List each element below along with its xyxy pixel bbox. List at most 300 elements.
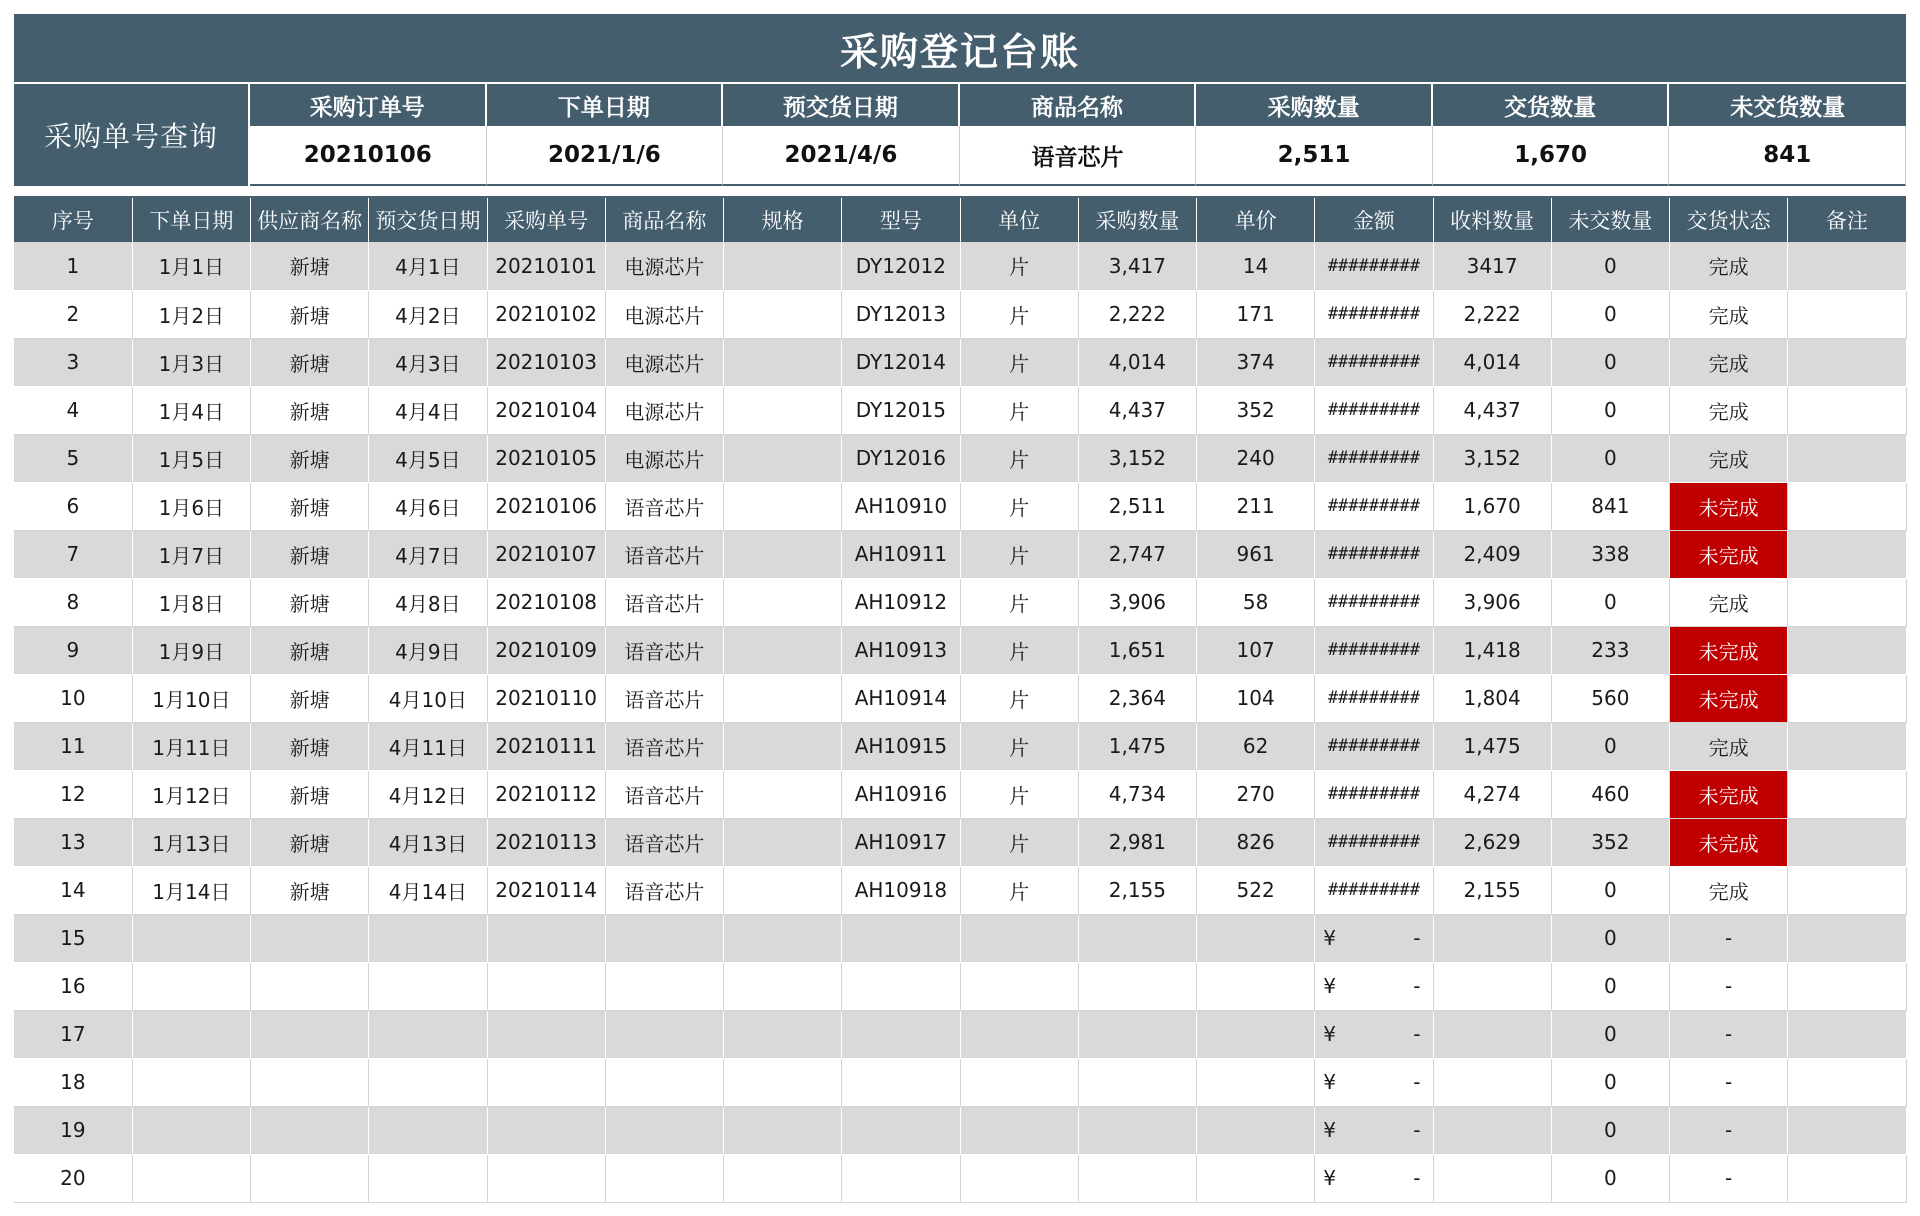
model-cell[interactable] <box>842 1106 960 1154</box>
order-date-cell[interactable]: 1月6日 <box>132 482 250 530</box>
order-date-cell[interactable]: 1月4日 <box>132 386 250 434</box>
product-cell[interactable]: 语音芯片 <box>605 866 723 914</box>
qty-cell[interactable]: 2,222 <box>1078 290 1196 338</box>
order-no-cell[interactable] <box>487 914 605 962</box>
order-date-cell[interactable]: 1月10日 <box>132 674 250 722</box>
due-date-cell[interactable] <box>369 1058 487 1106</box>
table-row[interactable] <box>14 530 1906 578</box>
price-cell[interactable]: 374 <box>1197 338 1315 386</box>
product-cell[interactable]: 语音芯片 <box>605 770 723 818</box>
supplier-cell[interactable] <box>251 1154 369 1202</box>
price-cell[interactable]: 14 <box>1197 242 1315 290</box>
pending-cell[interactable]: 0 <box>1551 1058 1669 1106</box>
model-cell[interactable]: AH10912 <box>842 578 960 626</box>
table-row[interactable] <box>14 242 1906 290</box>
unit-cell[interactable]: 片 <box>960 626 1078 674</box>
order-date-cell[interactable] <box>132 1058 250 1106</box>
row-number[interactable]: 4 <box>14 386 132 434</box>
row-number[interactable]: 11 <box>14 722 132 770</box>
order-date-cell[interactable]: 1月14日 <box>132 866 250 914</box>
order-no-cell[interactable]: 20210108 <box>487 578 605 626</box>
pending-cell[interactable]: 0 <box>1551 290 1669 338</box>
note-cell[interactable] <box>1788 866 1906 914</box>
table-row[interactable] <box>14 578 1906 626</box>
price-cell[interactable] <box>1197 914 1315 962</box>
supplier-cell[interactable]: 新塘 <box>251 338 369 386</box>
note-cell[interactable] <box>1788 290 1906 338</box>
note-cell[interactable] <box>1788 434 1906 482</box>
spec-cell[interactable] <box>724 1154 842 1202</box>
order-no-cell[interactable] <box>487 1010 605 1058</box>
qty-cell[interactable]: 2,981 <box>1078 818 1196 866</box>
price-cell[interactable]: 961 <box>1197 530 1315 578</box>
qty-cell[interactable]: 2,511 <box>1078 482 1196 530</box>
amount-cell[interactable] <box>1315 770 1433 818</box>
table-row[interactable] <box>14 1154 1906 1202</box>
column-header[interactable]: 金额 <box>1315 198 1433 242</box>
amount-cell[interactable] <box>1315 482 1433 530</box>
order-date-cell[interactable]: 1月5日 <box>132 434 250 482</box>
amount-cell[interactable] <box>1315 626 1433 674</box>
due-date-cell[interactable]: 4月8日 <box>369 578 487 626</box>
spec-cell[interactable] <box>724 386 842 434</box>
product-cell[interactable]: 电源芯片 <box>605 338 723 386</box>
order-date-cell[interactable]: 1月9日 <box>132 626 250 674</box>
received-cell[interactable]: 2,222 <box>1433 290 1551 338</box>
price-cell[interactable] <box>1197 1010 1315 1058</box>
pending-cell[interactable]: 841 <box>1551 482 1669 530</box>
received-cell[interactable] <box>1433 1154 1551 1202</box>
unit-cell[interactable]: 片 <box>960 242 1078 290</box>
order-no-cell[interactable]: 20210101 <box>487 242 605 290</box>
status-cell[interactable]: 未完成 <box>1670 674 1788 722</box>
pending-cell[interactable]: 0 <box>1551 866 1669 914</box>
column-header[interactable]: 交货状态 <box>1670 198 1788 242</box>
query-order-no-input[interactable]: 20210106 <box>250 126 487 186</box>
status-cell[interactable]: 完成 <box>1670 722 1788 770</box>
qty-cell[interactable]: 3,152 <box>1078 434 1196 482</box>
order-no-cell[interactable]: 20210106 <box>487 482 605 530</box>
qty-cell[interactable] <box>1078 1058 1196 1106</box>
unit-cell[interactable] <box>960 1058 1078 1106</box>
spec-cell[interactable] <box>724 290 842 338</box>
model-cell[interactable]: DY12012 <box>842 242 960 290</box>
status-cell[interactable]: - <box>1670 1058 1788 1106</box>
order-no-cell[interactable]: 20210111 <box>487 722 605 770</box>
row-number[interactable]: 16 <box>14 962 132 1010</box>
supplier-cell[interactable] <box>251 1106 369 1154</box>
product-cell[interactable]: 语音芯片 <box>605 722 723 770</box>
received-cell[interactable]: 2,629 <box>1433 818 1551 866</box>
order-no-cell[interactable]: 20210103 <box>487 338 605 386</box>
order-date-cell[interactable] <box>132 962 250 1010</box>
column-header[interactable]: 规格 <box>724 198 842 242</box>
status-cell[interactable]: - <box>1670 962 1788 1010</box>
order-date-cell[interactable] <box>132 1010 250 1058</box>
note-cell[interactable] <box>1788 626 1906 674</box>
price-cell[interactable]: 522 <box>1197 866 1315 914</box>
note-cell[interactable] <box>1788 818 1906 866</box>
received-cell[interactable]: 4,274 <box>1433 770 1551 818</box>
order-date-cell[interactable]: 1月11日 <box>132 722 250 770</box>
amount-cell[interactable] <box>1315 1010 1433 1058</box>
product-cell[interactable] <box>605 962 723 1010</box>
model-cell[interactable]: AH10910 <box>842 482 960 530</box>
price-cell[interactable]: 211 <box>1197 482 1315 530</box>
due-date-cell[interactable]: 4月3日 <box>369 338 487 386</box>
due-date-cell[interactable] <box>369 1010 487 1058</box>
order-date-cell[interactable]: 1月2日 <box>132 290 250 338</box>
unit-cell[interactable]: 片 <box>960 482 1078 530</box>
order-no-cell[interactable]: 20210102 <box>487 290 605 338</box>
status-cell[interactable]: 未完成 <box>1670 482 1788 530</box>
supplier-cell[interactable]: 新塘 <box>251 722 369 770</box>
model-cell[interactable]: AH10913 <box>842 626 960 674</box>
row-number[interactable]: 3 <box>14 338 132 386</box>
model-cell[interactable]: AH10918 <box>842 866 960 914</box>
price-cell[interactable]: 104 <box>1197 674 1315 722</box>
due-date-cell[interactable]: 4月1日 <box>369 242 487 290</box>
product-cell[interactable]: 电源芯片 <box>605 386 723 434</box>
spec-cell[interactable] <box>724 722 842 770</box>
order-no-cell[interactable]: 20210110 <box>487 674 605 722</box>
order-date-cell[interactable]: 1月7日 <box>132 530 250 578</box>
due-date-cell[interactable]: 4月4日 <box>369 386 487 434</box>
amount-cell[interactable] <box>1315 722 1433 770</box>
qty-cell[interactable]: 1,475 <box>1078 722 1196 770</box>
amount-cell[interactable] <box>1315 578 1433 626</box>
order-date-cell[interactable]: 1月8日 <box>132 578 250 626</box>
spec-cell[interactable] <box>724 338 842 386</box>
row-number[interactable]: 15 <box>14 914 132 962</box>
received-cell[interactable]: 3417 <box>1433 242 1551 290</box>
row-number[interactable]: 9 <box>14 626 132 674</box>
due-date-cell[interactable]: 4月12日 <box>369 770 487 818</box>
unit-cell[interactable]: 片 <box>960 578 1078 626</box>
pending-cell[interactable]: 0 <box>1551 578 1669 626</box>
received-cell[interactable]: 3,152 <box>1433 434 1551 482</box>
spec-cell[interactable] <box>724 674 842 722</box>
order-date-cell[interactable] <box>132 1154 250 1202</box>
row-number[interactable]: 19 <box>14 1106 132 1154</box>
product-cell[interactable]: 语音芯片 <box>605 578 723 626</box>
amount-cell[interactable] <box>1315 962 1433 1010</box>
model-cell[interactable]: DY12013 <box>842 290 960 338</box>
unit-cell[interactable]: 片 <box>960 818 1078 866</box>
note-cell[interactable] <box>1788 674 1906 722</box>
supplier-cell[interactable]: 新塘 <box>251 386 369 434</box>
column-header[interactable]: 单价 <box>1197 198 1315 242</box>
order-no-cell[interactable]: 20210109 <box>487 626 605 674</box>
due-date-cell[interactable] <box>369 1106 487 1154</box>
supplier-cell[interactable] <box>251 1010 369 1058</box>
amount-cell[interactable] <box>1315 338 1433 386</box>
status-cell[interactable]: - <box>1670 1106 1788 1154</box>
table-row[interactable] <box>14 866 1906 914</box>
qty-cell[interactable]: 2,155 <box>1078 866 1196 914</box>
pending-cell[interactable]: 560 <box>1551 674 1669 722</box>
order-date-cell[interactable]: 1月1日 <box>132 242 250 290</box>
product-cell[interactable]: 语音芯片 <box>605 626 723 674</box>
note-cell[interactable] <box>1788 722 1906 770</box>
qty-cell[interactable]: 4,437 <box>1078 386 1196 434</box>
due-date-cell[interactable] <box>369 914 487 962</box>
price-cell[interactable] <box>1197 1106 1315 1154</box>
qty-cell[interactable]: 3,906 <box>1078 578 1196 626</box>
column-header[interactable]: 备注 <box>1788 198 1906 242</box>
unit-cell[interactable]: 片 <box>960 434 1078 482</box>
order-date-cell[interactable]: 1月12日 <box>132 770 250 818</box>
row-number[interactable]: 14 <box>14 866 132 914</box>
supplier-cell[interactable]: 新塘 <box>251 242 369 290</box>
table-row[interactable] <box>14 290 1906 338</box>
unit-cell[interactable]: 片 <box>960 530 1078 578</box>
supplier-cell[interactable]: 新塘 <box>251 626 369 674</box>
supplier-cell[interactable]: 新塘 <box>251 674 369 722</box>
order-no-cell[interactable] <box>487 1058 605 1106</box>
pending-cell[interactable]: 0 <box>1551 386 1669 434</box>
model-cell[interactable]: DY12014 <box>842 338 960 386</box>
column-header[interactable]: 采购数量 <box>1078 198 1196 242</box>
price-cell[interactable]: 270 <box>1197 770 1315 818</box>
price-cell[interactable] <box>1197 1058 1315 1106</box>
received-cell[interactable]: 1,804 <box>1433 674 1551 722</box>
row-number[interactable]: 10 <box>14 674 132 722</box>
status-cell[interactable]: 完成 <box>1670 242 1788 290</box>
row-number[interactable]: 20 <box>14 1154 132 1202</box>
pending-cell[interactable]: 0 <box>1551 338 1669 386</box>
table-row[interactable] <box>14 626 1906 674</box>
amount-cell[interactable] <box>1315 1154 1433 1202</box>
due-date-cell[interactable]: 4月10日 <box>369 674 487 722</box>
qty-cell[interactable] <box>1078 1010 1196 1058</box>
table-row[interactable] <box>14 914 1906 962</box>
qty-cell[interactable] <box>1078 962 1196 1010</box>
amount-cell[interactable] <box>1315 914 1433 962</box>
row-number[interactable]: 13 <box>14 818 132 866</box>
order-no-cell[interactable] <box>487 1106 605 1154</box>
table-row[interactable] <box>14 770 1906 818</box>
pending-cell[interactable]: 0 <box>1551 1154 1669 1202</box>
column-header[interactable]: 未交数量 <box>1551 198 1669 242</box>
column-header[interactable]: 采购单号 <box>487 198 605 242</box>
received-cell[interactable] <box>1433 914 1551 962</box>
row-number[interactable]: 8 <box>14 578 132 626</box>
amount-cell[interactable] <box>1315 386 1433 434</box>
table-row[interactable] <box>14 1010 1906 1058</box>
pending-cell[interactable]: 460 <box>1551 770 1669 818</box>
note-cell[interactable] <box>1788 1154 1906 1202</box>
note-cell[interactable] <box>1788 338 1906 386</box>
supplier-cell[interactable]: 新塘 <box>251 770 369 818</box>
note-cell[interactable] <box>1788 962 1906 1010</box>
pending-cell[interactable]: 338 <box>1551 530 1669 578</box>
received-cell[interactable] <box>1433 962 1551 1010</box>
qty-cell[interactable]: 1,651 <box>1078 626 1196 674</box>
note-cell[interactable] <box>1788 1010 1906 1058</box>
row-number[interactable]: 1 <box>14 242 132 290</box>
status-cell[interactable]: 完成 <box>1670 290 1788 338</box>
price-cell[interactable]: 240 <box>1197 434 1315 482</box>
order-no-cell[interactable]: 20210112 <box>487 770 605 818</box>
supplier-cell[interactable]: 新塘 <box>251 290 369 338</box>
model-cell[interactable] <box>842 1010 960 1058</box>
row-number[interactable]: 17 <box>14 1010 132 1058</box>
pending-cell[interactable]: 0 <box>1551 722 1669 770</box>
unit-cell[interactable]: 片 <box>960 770 1078 818</box>
due-date-cell[interactable]: 4月9日 <box>369 626 487 674</box>
qty-cell[interactable] <box>1078 1106 1196 1154</box>
product-cell[interactable]: 电源芯片 <box>605 434 723 482</box>
received-cell[interactable] <box>1433 1058 1551 1106</box>
table-row[interactable] <box>14 674 1906 722</box>
note-cell[interactable] <box>1788 530 1906 578</box>
row-number[interactable]: 2 <box>14 290 132 338</box>
product-cell[interactable] <box>605 1010 723 1058</box>
status-cell[interactable]: - <box>1670 1010 1788 1058</box>
order-no-cell[interactable]: 20210114 <box>487 866 605 914</box>
amount-cell[interactable] <box>1315 674 1433 722</box>
due-date-cell[interactable]: 4月7日 <box>369 530 487 578</box>
order-no-cell[interactable] <box>487 962 605 1010</box>
unit-cell[interactable] <box>960 914 1078 962</box>
model-cell[interactable] <box>842 962 960 1010</box>
pending-cell[interactable]: 0 <box>1551 914 1669 962</box>
spec-cell[interactable] <box>724 482 842 530</box>
product-cell[interactable]: 电源芯片 <box>605 290 723 338</box>
price-cell[interactable]: 62 <box>1197 722 1315 770</box>
order-date-cell[interactable]: 1月13日 <box>132 818 250 866</box>
product-cell[interactable]: 电源芯片 <box>605 242 723 290</box>
due-date-cell[interactable]: 4月5日 <box>369 434 487 482</box>
amount-cell[interactable] <box>1315 818 1433 866</box>
unit-cell[interactable] <box>960 962 1078 1010</box>
column-header[interactable]: 商品名称 <box>605 198 723 242</box>
received-cell[interactable]: 2,155 <box>1433 866 1551 914</box>
row-number[interactable]: 7 <box>14 530 132 578</box>
price-cell[interactable]: 352 <box>1197 386 1315 434</box>
table-row[interactable] <box>14 434 1906 482</box>
received-cell[interactable]: 1,475 <box>1433 722 1551 770</box>
unit-cell[interactable] <box>960 1010 1078 1058</box>
price-cell[interactable] <box>1197 962 1315 1010</box>
received-cell[interactable]: 3,906 <box>1433 578 1551 626</box>
received-cell[interactable]: 1,418 <box>1433 626 1551 674</box>
status-cell[interactable]: 未完成 <box>1670 818 1788 866</box>
spec-cell[interactable] <box>724 962 842 1010</box>
supplier-cell[interactable] <box>251 962 369 1010</box>
pending-cell[interactable]: 233 <box>1551 626 1669 674</box>
spec-cell[interactable] <box>724 1106 842 1154</box>
model-cell[interactable]: AH10916 <box>842 770 960 818</box>
note-cell[interactable] <box>1788 914 1906 962</box>
unit-cell[interactable]: 片 <box>960 386 1078 434</box>
spec-cell[interactable] <box>724 914 842 962</box>
model-cell[interactable] <box>842 1154 960 1202</box>
pending-cell[interactable]: 0 <box>1551 1106 1669 1154</box>
received-cell[interactable]: 4,014 <box>1433 338 1551 386</box>
order-no-cell[interactable]: 20210107 <box>487 530 605 578</box>
product-cell[interactable] <box>605 1058 723 1106</box>
amount-cell[interactable] <box>1315 242 1433 290</box>
row-number[interactable]: 18 <box>14 1058 132 1106</box>
model-cell[interactable]: AH10914 <box>842 674 960 722</box>
price-cell[interactable]: 171 <box>1197 290 1315 338</box>
table-row[interactable] <box>14 386 1906 434</box>
spec-cell[interactable] <box>724 818 842 866</box>
unit-cell[interactable]: 片 <box>960 722 1078 770</box>
column-header[interactable]: 收料数量 <box>1433 198 1551 242</box>
price-cell[interactable]: 58 <box>1197 578 1315 626</box>
order-date-cell[interactable]: 1月3日 <box>132 338 250 386</box>
unit-cell[interactable]: 片 <box>960 674 1078 722</box>
status-cell[interactable]: 完成 <box>1670 578 1788 626</box>
spec-cell[interactable] <box>724 530 842 578</box>
supplier-cell[interactable]: 新塘 <box>251 482 369 530</box>
due-date-cell[interactable] <box>369 1154 487 1202</box>
due-date-cell[interactable]: 4月11日 <box>369 722 487 770</box>
received-cell[interactable]: 1,670 <box>1433 482 1551 530</box>
column-header[interactable]: 序号 <box>14 198 132 242</box>
received-cell[interactable]: 2,409 <box>1433 530 1551 578</box>
price-cell[interactable] <box>1197 1154 1315 1202</box>
status-cell[interactable]: - <box>1670 914 1788 962</box>
due-date-cell[interactable]: 4月14日 <box>369 866 487 914</box>
amount-cell[interactable] <box>1315 434 1433 482</box>
spec-cell[interactable] <box>724 626 842 674</box>
qty-cell[interactable] <box>1078 1154 1196 1202</box>
pending-cell[interactable]: 0 <box>1551 1010 1669 1058</box>
status-cell[interactable]: 完成 <box>1670 434 1788 482</box>
status-cell[interactable]: 未完成 <box>1670 530 1788 578</box>
table-row[interactable] <box>14 962 1906 1010</box>
supplier-cell[interactable]: 新塘 <box>251 866 369 914</box>
supplier-cell[interactable]: 新塘 <box>251 434 369 482</box>
column-header[interactable]: 预交货日期 <box>369 198 487 242</box>
status-cell[interactable]: 完成 <box>1670 866 1788 914</box>
row-number[interactable]: 6 <box>14 482 132 530</box>
amount-cell[interactable] <box>1315 530 1433 578</box>
spec-cell[interactable] <box>724 866 842 914</box>
row-number[interactable]: 5 <box>14 434 132 482</box>
unit-cell[interactable]: 片 <box>960 338 1078 386</box>
status-cell[interactable]: 完成 <box>1670 338 1788 386</box>
product-cell[interactable] <box>605 914 723 962</box>
supplier-cell[interactable] <box>251 1058 369 1106</box>
received-cell[interactable] <box>1433 1010 1551 1058</box>
table-row[interactable] <box>14 722 1906 770</box>
qty-cell[interactable]: 2,364 <box>1078 674 1196 722</box>
spec-cell[interactable] <box>724 1010 842 1058</box>
product-cell[interactable] <box>605 1106 723 1154</box>
status-cell[interactable]: 未完成 <box>1670 626 1788 674</box>
column-header[interactable]: 单位 <box>960 198 1078 242</box>
supplier-cell[interactable]: 新塘 <box>251 818 369 866</box>
pending-cell[interactable]: 352 <box>1551 818 1669 866</box>
note-cell[interactable] <box>1788 386 1906 434</box>
due-date-cell[interactable]: 4月13日 <box>369 818 487 866</box>
model-cell[interactable] <box>842 1058 960 1106</box>
spec-cell[interactable] <box>724 578 842 626</box>
qty-cell[interactable]: 3,417 <box>1078 242 1196 290</box>
amount-cell[interactable] <box>1315 290 1433 338</box>
due-date-cell[interactable]: 4月6日 <box>369 482 487 530</box>
pending-cell[interactable]: 0 <box>1551 434 1669 482</box>
order-no-cell[interactable]: 20210105 <box>487 434 605 482</box>
price-cell[interactable]: 826 <box>1197 818 1315 866</box>
status-cell[interactable]: 未完成 <box>1670 770 1788 818</box>
unit-cell[interactable] <box>960 1154 1078 1202</box>
